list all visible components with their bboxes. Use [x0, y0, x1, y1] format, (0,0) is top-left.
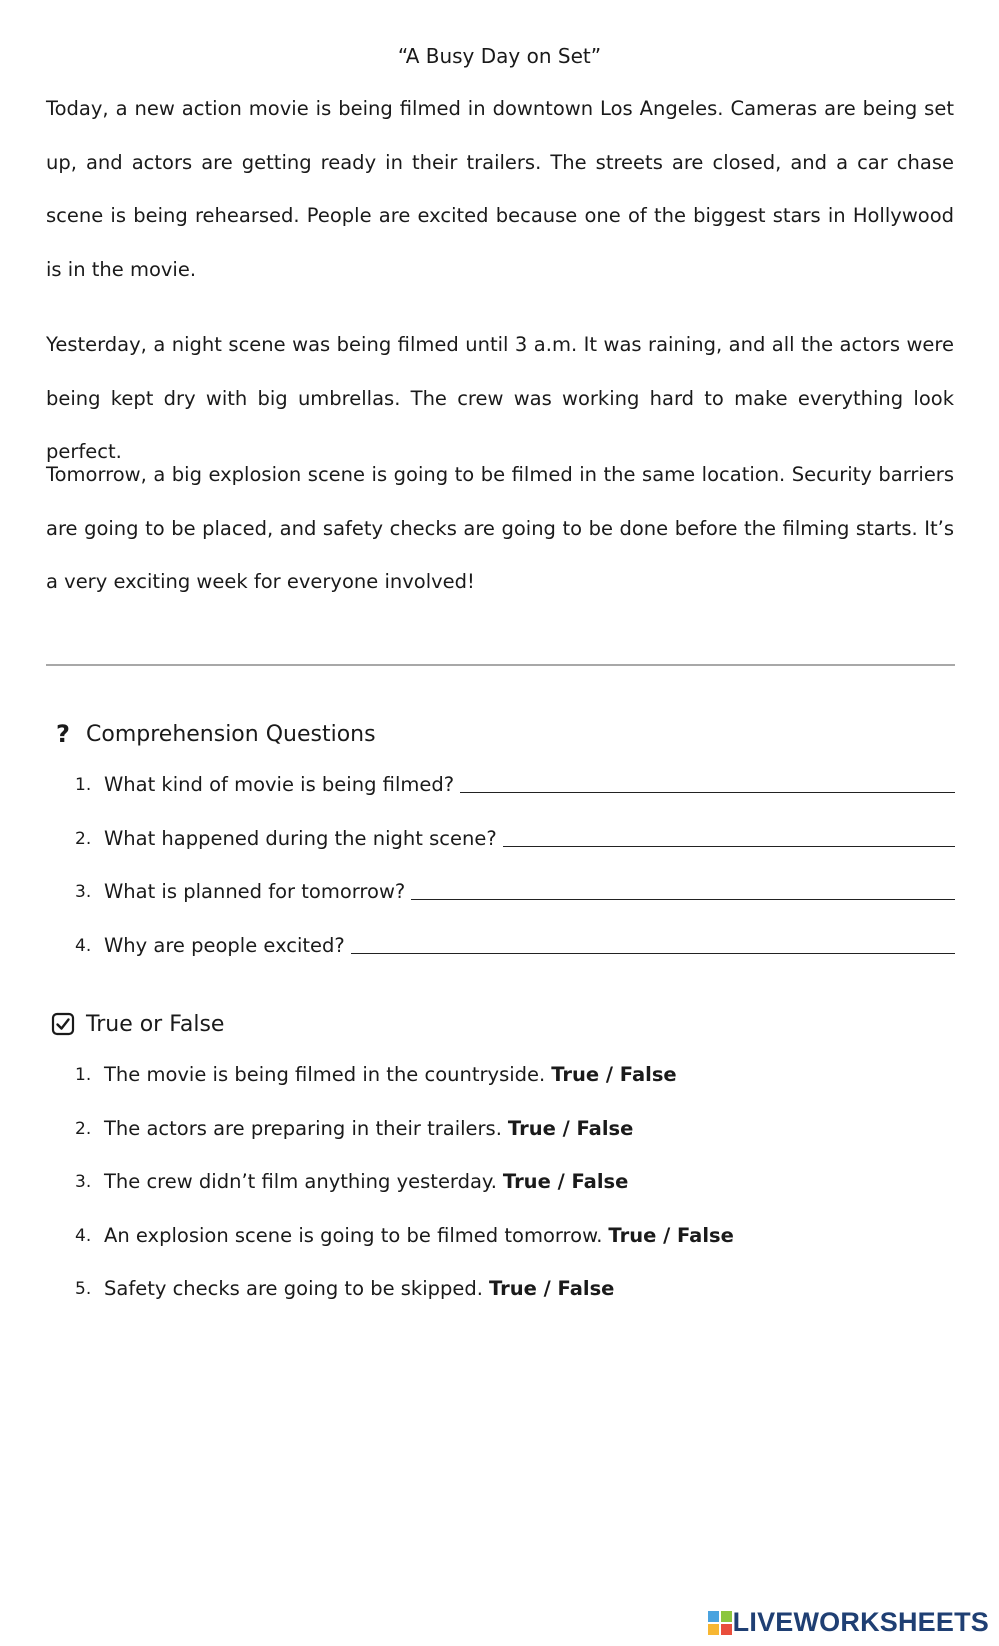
- comprehension-heading: [50, 721, 376, 747]
- question-text: What is planned for tomorrow?: [104, 880, 406, 903]
- answer-blank[interactable]: [411, 877, 955, 900]
- question-text: What happened during the night scene?: [104, 826, 497, 850]
- statement-number: 3.: [75, 1172, 92, 1192]
- liveworksheets-logo-text: LIVEWORKSHEETS: [732, 1607, 989, 1637]
- true-false-statement: [75, 1114, 955, 1168]
- question-number: 1.: [75, 775, 92, 795]
- comprehension-question: [75, 931, 955, 985]
- comprehension-question: [75, 770, 955, 824]
- true-false-statement: [75, 1274, 955, 1328]
- comprehension-question: [75, 824, 955, 878]
- true-false-statement: [75, 1060, 955, 1114]
- statement-number: 1.: [75, 1065, 92, 1085]
- true-false-choice[interactable]: True / False: [507, 1116, 634, 1140]
- answer-blank[interactable]: [351, 931, 955, 954]
- statement-text: The movie is being filmed in the countryside.: [104, 1063, 546, 1086]
- true-false-statement: [75, 1221, 955, 1275]
- comprehension-question-list: [75, 770, 955, 984]
- statement-number: 4.: [75, 1225, 92, 1246]
- true-false-heading-label: True or False: [86, 1011, 225, 1037]
- question-number: 3.: [75, 882, 92, 902]
- comprehension-heading-label: Comprehension Questions: [86, 721, 376, 747]
- liveworksheets-logo-icon: [707, 1610, 733, 1636]
- statement-number: 2.: [75, 1118, 92, 1139]
- true-false-heading: [50, 1011, 224, 1037]
- true-false-list: [75, 1060, 955, 1328]
- true-false-choice[interactable]: True / False: [502, 1170, 629, 1193]
- question-number: 2.: [75, 828, 92, 849]
- statement-text: The actors are preparing in their trailers.: [104, 1116, 502, 1140]
- true-false-choice[interactable]: True / False: [488, 1277, 615, 1300]
- checkbox-checked-icon: [50, 1011, 76, 1037]
- true-false-choice[interactable]: True / False: [551, 1063, 677, 1086]
- statement-number: 5.: [75, 1279, 92, 1299]
- question-text: Why are people excited?: [104, 933, 345, 957]
- reading-paragraph-2: Yesterday, a night scene was being filmed until 3 a.m. It was raining, and all the actors were being kept dry with big umbrellas. The crew was working hard to make everything look perfect.: [46, 333, 954, 463]
- question-number: 4.: [75, 935, 92, 956]
- true-false-choice[interactable]: True / False: [608, 1223, 734, 1247]
- true-false-statement: [75, 1167, 955, 1221]
- reading-paragraph-1: Today, a new action movie is being filmed in downtown Los Angeles. Cameras are being set up, and actors are getting ready in their trailers. The streets are closed, and a car chase scene is being rehearsed. People are excited because one of the biggest stars in Hollywood is in the movie.: [46, 97, 954, 281]
- question-mark-icon: ?: [56, 720, 70, 748]
- statement-text: An explosion scene is going to be filmed tomorrow.: [104, 1223, 603, 1247]
- section-divider: [46, 664, 955, 666]
- liveworksheets-logo[interactable]: [707, 1607, 989, 1638]
- reading-paragraph-3: Tomorrow, a big explosion scene is going to be filmed in the same location. Security barriers are going to be placed, and safety checks are going to be done before the filming starts. It’s a very exciting week for everyone involved!: [46, 463, 954, 593]
- question-text: What kind of movie is being filmed?: [104, 773, 455, 796]
- answer-blank[interactable]: [503, 824, 955, 847]
- worksheet-title: “A Busy Day on Set”: [397, 44, 602, 68]
- statement-text: Safety checks are going to be skipped.: [104, 1277, 483, 1300]
- statement-text: The crew didn’t film anything yesterday.: [104, 1170, 497, 1193]
- comprehension-question: [75, 877, 955, 931]
- answer-blank[interactable]: [460, 770, 955, 793]
